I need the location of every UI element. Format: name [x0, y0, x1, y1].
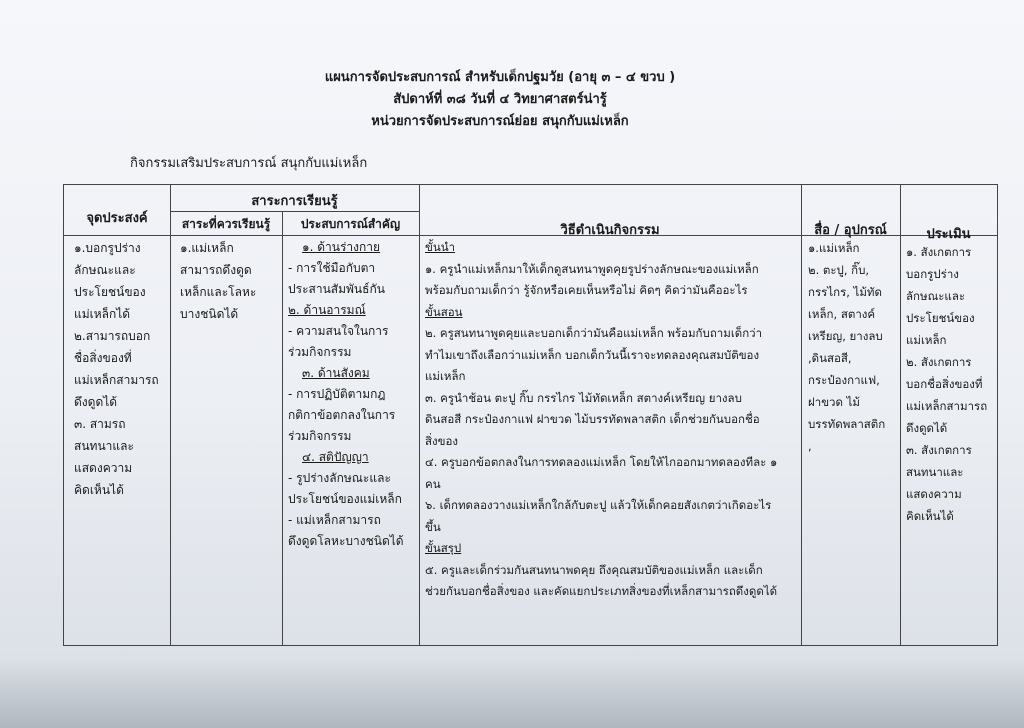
evaluation-line: ลักษณะและ	[906, 289, 966, 303]
evaluation-line: แม่เหล็กสามารถ	[906, 399, 988, 413]
objective-line: คิดเห็นได้	[74, 483, 124, 497]
objective-line: ๒.สามารถบอก	[74, 329, 151, 343]
experience-line: - แม่เหล็กสามารถ	[288, 513, 381, 527]
media-line: กรรไกร, ไม้ทัด	[808, 285, 882, 299]
method-line: ๑. ครูนำแม่เหล็กมาให้เด็กดูสนทนาพูดคุยรูปร่างลักษณะของแม่เหล็ก	[425, 261, 759, 276]
evaluation-line: บอกรูปร่าง	[906, 267, 959, 281]
experience-line: ร่วมกิจกรรม	[288, 429, 352, 443]
activity-title: กิจกรรมเสริมประสบการณ์ สนุกกับแม่เหล็ก	[130, 156, 368, 171]
objective-line: ดึงดูดได้	[74, 395, 118, 409]
evaluation-line: คิดเห็นได้	[906, 509, 954, 523]
method-line: ดินสอสี กระป๋องกาแฟ ฝาขวด ไม้บรรทัดพลาสติก เด็กช่วยกันบอกชื่อ	[425, 412, 760, 426]
experience-cell	[288, 237, 404, 552]
experience-line: ประโยชน์ของแม่เหล็ก	[288, 492, 402, 506]
row-divider	[170, 211, 419, 212]
method-line: ๖. เด็กทดลองวางแม่เหล็กใกล้กับตะปู แล้วให้เด็กคอยสังเกตว่าเกิดอะไร	[425, 498, 772, 512]
method-line: คน	[425, 476, 441, 491]
page-shadow	[0, 658, 1024, 728]
method-line: ขึ้น	[425, 519, 441, 534]
method-line: ๓. ครูนำช้อน ตะปู กิ๊บ กรรไกร ไม้ทัดเหล็ก สตางค์เหรียญ ยางลบ	[425, 390, 742, 405]
evaluation-line: ๓. สังเกตการ	[906, 443, 972, 457]
header-objective: จุดประสงค์	[86, 211, 148, 226]
objective-line: ๓. สามรถ	[74, 417, 126, 431]
evaluation-line: บอกชื่อสิ่งของที่	[906, 377, 983, 391]
col-divider	[900, 185, 901, 645]
media-line: ฝาขวด ไม้	[808, 395, 861, 409]
method-line: ๕. ครูและเด็กร่วมกันสนทนาพดคุย ถึงคุณสมบัติของแม่เหล็ก และเด็ก	[425, 562, 763, 577]
objective-line: แสดงความ	[74, 461, 133, 475]
method-line: สิ่งของ	[425, 433, 459, 448]
objective-line: ๑.บอกรูปร่าง	[74, 241, 141, 255]
objective-line: ลักษณะและ	[74, 263, 136, 277]
sub-unit-line: หน่วยการจัดประสบการณ์ย่อย สนุกกับแม่เหล็ก	[371, 114, 629, 129]
experience-line: ๓. ด้านสังคม	[302, 366, 370, 380]
content-line: บางชนิดได้	[180, 307, 239, 321]
method-line: ขั้นสอน	[425, 304, 463, 319]
objectives-cell	[74, 237, 159, 501]
objective-line: สนทนาและ	[74, 439, 134, 453]
evaluation-line: แสดงความ	[906, 487, 962, 501]
week-day-line: สัปดาห์ที่ ๓๘ วันที่ ๔ วิทยาศาสตร์น่ารู้	[393, 92, 607, 107]
objective-line: แม่เหล็กสามารถ	[74, 373, 159, 387]
method-cell	[425, 237, 777, 603]
lesson-table	[63, 184, 998, 646]
experience-line: กติกาข้อตกลงในการ	[288, 408, 396, 422]
header-eval: ประเมิน	[926, 227, 971, 242]
method-line: ช่วยกันบอกชื่อสิ่งของ และคัดแยกประเภทสิ่งของที่เหล็กสามารถดึงดูดได้	[425, 584, 778, 598]
experience-line: ๔. สติปัญญา	[302, 450, 369, 464]
content-line: เหล็กและโลหะ	[180, 285, 257, 299]
evaluation-line: ๑. สังเกตการ	[906, 245, 972, 259]
evaluation-line: ๒. สังเกตการ	[906, 355, 972, 369]
experience-line: - การปฏิบัติตามกฎ	[288, 387, 386, 401]
evaluation-line: สนทนาและ	[906, 465, 964, 479]
plan-title: แผนการจัดประสบการณ์ สำหรับเด็กปฐมวัย (อายุ ๓ – ๔ ขวบ )	[324, 70, 676, 85]
media-line: ๑.แม่เหล็ก	[808, 241, 860, 255]
evaluation-cell	[906, 241, 987, 527]
media-line: ,	[808, 439, 812, 453]
header-media: สื่อ / อุปกรณ์	[814, 223, 887, 238]
method-line: ขั้นนำ	[425, 240, 456, 254]
col-divider	[282, 211, 283, 645]
experience-line: - รูปร่างลักษณะและ	[288, 471, 391, 485]
objective-line: ชื่อสิ่งของที่	[74, 351, 132, 365]
experience-line: ประสานสัมพันธ์กัน	[288, 282, 385, 296]
experience-line: - ความสนใจในการ	[288, 324, 389, 338]
experience-line: ๒. ด้านอารมณ์	[288, 303, 366, 317]
method-line: พร้อมกับถามเด็กว่า รู้จักหรือเคยเห็นหรือไม่ คิดๆ คิดว่ามันคืออะไร	[425, 283, 748, 297]
header-method: วิธีดำเนินกิจกรรม	[560, 223, 660, 238]
media-line: กระป๋องกาแฟ,	[808, 373, 880, 387]
media-cell	[808, 237, 885, 457]
evaluation-line: ดึงดูดได้	[906, 421, 948, 435]
objective-line: แม่เหล็กได้	[74, 307, 131, 321]
method-line: ๒. ครูสนทนาพูดคุยและบอกเด็กว่ามันคือแม่เหล็ก พร้อมกับถามเด็กว่า	[425, 326, 763, 340]
experience-line: - การใช้มือกับตา	[288, 261, 376, 275]
method-line: ขั้นสรุป	[425, 541, 462, 555]
method-line: ๔. ครูบอกข้อตกลงในการทดลองแม่เหล็ก โดยให้ไกออกมาทดลองทีละ ๑	[425, 455, 778, 469]
media-line: ๒. ตะปู, กิ๊บ,	[808, 263, 870, 277]
col-divider	[801, 185, 802, 645]
experience-line: ดึงดูดโลหะบางชนิดได้	[288, 534, 404, 548]
evaluation-line: ประโยชน์ของ	[906, 311, 975, 325]
experience-line: ร่วมกิจกรรม	[288, 345, 352, 359]
col-divider	[419, 185, 420, 645]
method-line: แม่เหล็ก	[425, 369, 466, 383]
col-divider	[170, 185, 171, 645]
header-content-group: สาระการเรียนรู้	[251, 194, 338, 209]
media-line: เหรียญ, ยางลบ	[808, 329, 883, 343]
method-line: ทำไมเขาถึงเลือกว่าแม่เหล็ก บอกเด็กวันนี้เราจะทดลองคุณสมบัติของ	[425, 347, 760, 362]
experience-line: ๑. ด้านร่างกาย	[302, 240, 381, 254]
evaluation-line: แม่เหล็ก	[906, 333, 947, 347]
header-content-learn: สาระที่ควรเรียนรู้	[181, 217, 271, 231]
content-line: ๑.แม่เหล็ก	[180, 241, 234, 255]
media-line: ,ดินสอสี,	[808, 351, 852, 365]
content-line: สามารถดึงดูด	[180, 263, 252, 277]
objective-line: ประโยชน์ของ	[74, 285, 146, 299]
content-cell	[180, 237, 256, 325]
header-content-exp: ประสบการณ์สำคัญ	[300, 217, 401, 231]
media-line: เหล็ก, สตางค์	[808, 307, 876, 321]
media-line: บรรทัดพลาสติก	[808, 417, 886, 431]
